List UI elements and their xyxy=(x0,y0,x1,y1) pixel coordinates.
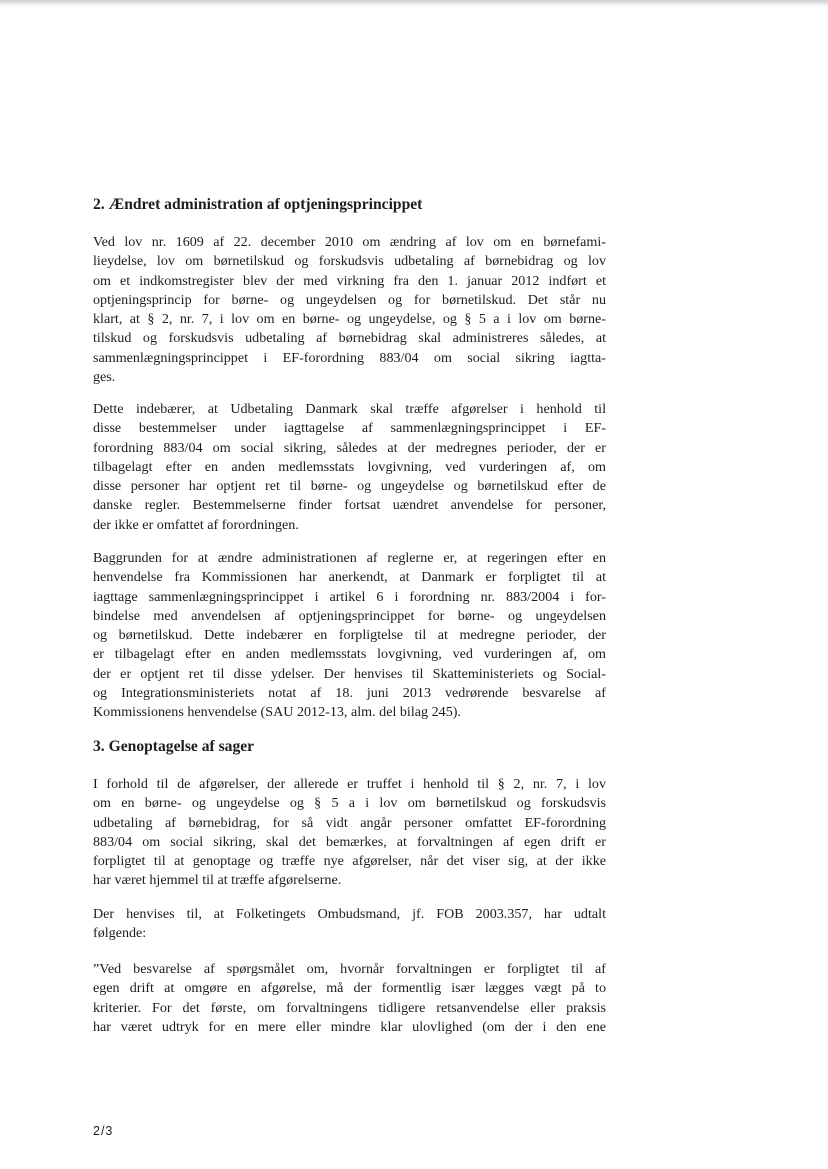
text-line: egen drift at omgøre en afgørelse, må der formentlig især lægges vægt på to xyxy=(93,980,606,997)
page-number: 2/3 xyxy=(93,1124,114,1138)
paragraph-3-2 xyxy=(93,905,606,944)
text-line: ”Ved besvarelse af spørgsmålet om, hvornår forvaltningen er forpligtet til af xyxy=(93,961,606,977)
paragraph-2-1 xyxy=(93,233,606,387)
text-line: kriterier. For det første, om forvaltningens tidligere retsanvendelse eller praksis xyxy=(93,999,606,1016)
text-line: der ikke er omfattet af forordningen. xyxy=(93,516,299,533)
text-line: henvendelse fra Kommissionen har anerkendt, at Danmark er forpligtet til at xyxy=(93,569,606,586)
text-line: tilskud og forskudsvis udbetaling af børnebidrag skal administreres således, at xyxy=(93,330,606,347)
text-line: udbetaling af børnebidrag, for så vidt angår personer omfattet EF-forordning xyxy=(93,814,606,831)
text-line: ges. xyxy=(93,369,116,386)
paragraph-3-1 xyxy=(93,775,606,891)
text-line: 883/04 om social sikring, skal det bemærkes, at forvaltningen af egen drift er xyxy=(93,833,606,850)
text-line: om en børne- og ungeydelse og § 5 a i lov om børnetilskud og forskudsvis xyxy=(93,795,606,812)
text-line: og børnetilskud. Dette indebærer en forpligtelse til at medregne perioder, der xyxy=(93,627,606,644)
section-heading-2: 2. Ændret administration af optjeningsprincippet xyxy=(93,196,423,213)
text-line: Dette indebærer, at Udbetaling Danmark skal træffe afgørelser i henhold til xyxy=(93,401,606,417)
text-line: klart, at § 2, nr. 7, i lov om en børne- og ungeydelse, og § 5 a i lov om børne- xyxy=(93,311,606,328)
text-line: har været hjemmel til at træffe afgørelserne. xyxy=(93,872,342,889)
text-line: Kommissionens henvendelse (SAU 2012-13, alm. del bilag 245). xyxy=(93,704,461,721)
text-line: forpligtet til at genoptage og træffe nye afgørelser, når det viser sig, at der ikke xyxy=(93,853,606,870)
text-line: der er optjent ret til disse ydelser. Der henvises til Skatteministeriets og Social- xyxy=(93,665,606,682)
section-heading-3: 3. Genoptagelse af sager xyxy=(93,738,255,755)
text-line: iagttage sammenlægningsprincippet i artikel 6 i forordning nr. 883/2004 i for- xyxy=(93,588,606,605)
scan-top-edge xyxy=(0,0,828,7)
paragraph-2-2 xyxy=(93,400,606,535)
text-line: følgende: xyxy=(93,925,147,942)
text-line: optjeningsprincip for børne- og ungeydelsen og for børnetilskud. Det står nu xyxy=(93,291,606,308)
text-line: disse personer har optjent ret til børne- og ungeydelse og børnetilskud efter de xyxy=(93,478,606,495)
text-line: og Integrationsministeriets notat af 18. juni 2013 vedrørende besvarelse af xyxy=(93,685,606,702)
text-line: Baggrunden for at ændre administrationen af reglerne er, at regeringen efter en xyxy=(93,550,606,566)
paragraph-2-3 xyxy=(93,549,606,723)
text-line: Der henvises til, at Folketingets Ombudsmand, jf. FOB 2003.357, har udtalt xyxy=(93,906,606,922)
text-line: I forhold til de afgørelser, der allerede er truffet i henhold til § 2, nr. 7, i lov xyxy=(93,776,606,792)
text-line: om et indkomstregister blev der med virkning fra den 1. januar 2012 indført et xyxy=(93,272,606,289)
text-line: har været udtryk for en mere eller mindre klar ulovlighed (om der i den ene xyxy=(93,1018,606,1035)
paragraph-3-3 xyxy=(93,960,606,1037)
text-line: er tilbagelagt efter en anden medlemsstats lovgivning, ved vurderingen af, om xyxy=(93,646,606,663)
text-line: Ved lov nr. 1609 af 22. december 2010 om ændring af lov om en børnefami- xyxy=(93,234,606,250)
text-line: forordning 883/04 om social sikring, således at der medregnes perioder, der er xyxy=(93,439,606,456)
text-line: bindelse med anvendelsen af optjeningsprincippet for børne- og ungeydelsen xyxy=(93,607,606,624)
text-line: danske regler. Bestemmelserne finder fortsat uændret anvendelse for personer, xyxy=(93,497,606,514)
text-line: sammenlægningsprincippet i EF-forordning 883/04 om social sikring iagtta- xyxy=(93,349,606,366)
text-line: lieydelse, lov om børnetilskud og forskudsvis udbetaling af børnebidrag og lov xyxy=(93,253,606,270)
text-line: tilbagelagt efter en anden medlemsstats lovgivning, ved vurderingen af, om xyxy=(93,458,606,475)
text-line: disse bestemmelser under iagttagelse af sammenlægningsprincippet i EF- xyxy=(93,420,606,437)
